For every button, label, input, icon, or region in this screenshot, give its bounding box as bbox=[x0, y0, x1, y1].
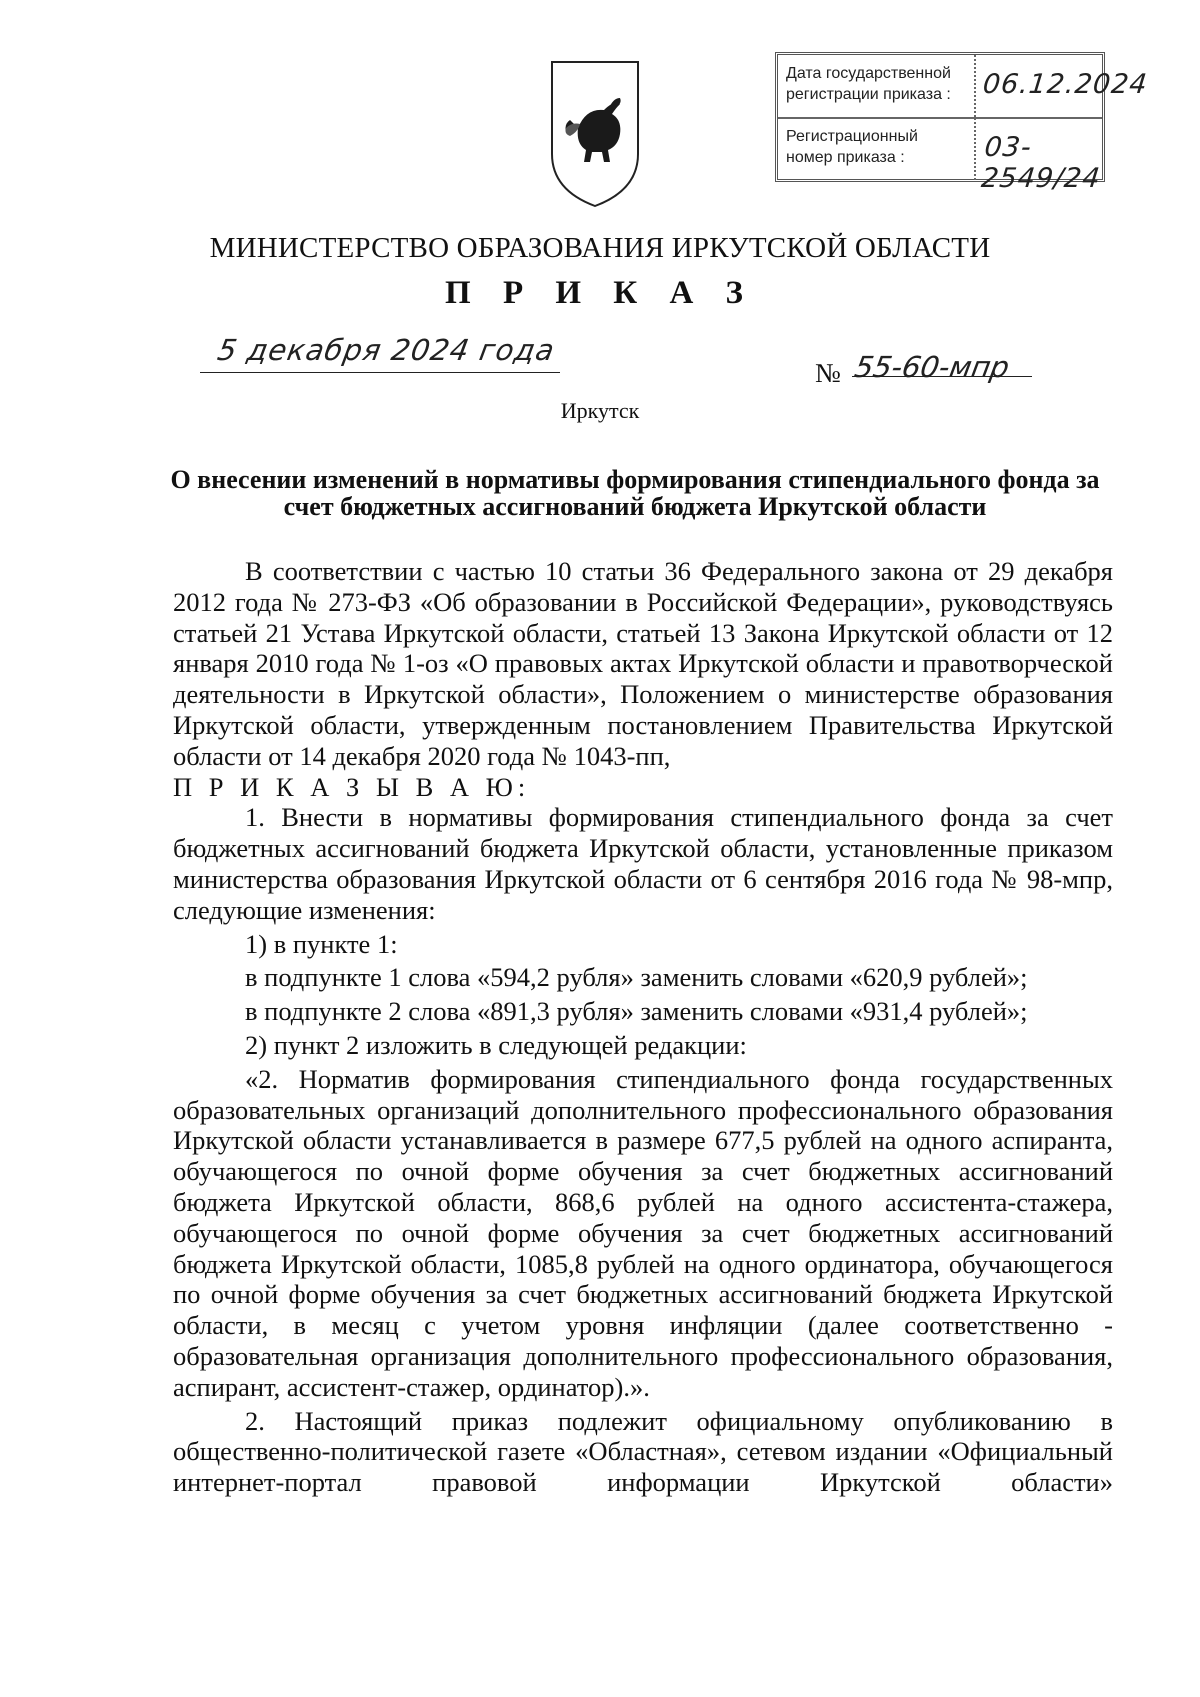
order-word: П Р И К А З Ы В А Ю: bbox=[173, 771, 531, 802]
ministry-heading: МИНИСТЕРСТВО ОБРАЗОВАНИЯ ИРКУТСКОЙ ОБЛАСТИ bbox=[209, 232, 991, 264]
date-underline bbox=[200, 372, 560, 373]
document-body bbox=[173, 556, 1113, 1498]
stamp-date-label: Дата государственной регистрации приказа : bbox=[786, 65, 951, 103]
stamp-number-value: 03-2549/24 bbox=[979, 132, 1103, 194]
item-1-2: 2) пункт 2 изложить в следующей редакции: bbox=[245, 1029, 747, 1060]
document-title: О внесении изменений в нормативы формирования стипендиального фонда за счет бюджетных ассигнований бюджета Иркутской области bbox=[170, 465, 1100, 521]
stamp-date-row bbox=[778, 55, 1150, 119]
registration-stamp bbox=[775, 52, 1150, 194]
item-1-1-a: в подпункте 1 слова «594,2 рубля» заменить словами «620,9 рублей»; bbox=[245, 962, 1028, 993]
document-type: П Р И К А З bbox=[445, 275, 755, 311]
stamp-number-row bbox=[778, 118, 1103, 194]
number-label: № bbox=[815, 358, 841, 388]
stamp-number-label: Регистрационный номер приказа : bbox=[786, 128, 918, 166]
item-1-1-b: в подпункте 2 слова «891,3 рубля» заменить словами «931,4 рублей»; bbox=[245, 996, 1028, 1027]
number-underline bbox=[852, 376, 1032, 377]
item-1-1: 1) в пункте 1: bbox=[245, 928, 398, 959]
item-1: 1. Внести в нормативы формирования стипендиального фонда за счет бюджетных ассигнований бюджета Иркутской области, установленные приказом министерства образования Иркутской области от 6 сентября 2016 года № 98-мпр, следующие изменения: bbox=[173, 802, 1113, 925]
stamp-date-value: 06.12.2024 bbox=[981, 69, 1150, 100]
city: Иркутск bbox=[560, 398, 640, 423]
coat-of-arms-emblem bbox=[548, 58, 642, 210]
item-1-2-text: «2. Норматив формирования стипендиального фонда государственных образовательных организаций дополнительного профессионального образования Иркутской области устанавливается в размере 677,5 рублей на одного аспиранта, обучающегося по очной форме обучения за счет бюджетных ассигнований бюджета Иркутской области, 868,6 рублей на одного ассистента-стажера, обучающегося по очной форме обучения за счет бюджетных ассигнований бюджета Иркутской области, 1085,8 рублей на одного ординатора, обучающегося по очной форме обучения за счет бюджетных ассигнований бюджета Иркутской области, в месяц с учетом уровня инфляции (далее соответственно - образовательная организация дополнительного профессионального образования, аспирант, ассистент-стажер, ординатор).». bbox=[173, 1063, 1113, 1402]
item-2: 2. Настоящий приказ подлежит официальному опубликованию в общественно-политической газете «Областная», сетевом издании «Официальный интернет-портал правовой информации Иркутской области» bbox=[173, 1405, 1113, 1498]
preamble-paragraph: В соответствии с частью 10 статьи 36 Федерального закона от 29 декабря 2012 года № 273-ФЗ «Об образовании в Российской Федерации», руководствуясь статьей 21 Устава Иркутской области, статьей 13 Закона Иркутской области от 12 января 2010 года № 1-оз «О правовых актах Иркутской области и правотворческой деятельности в Иркутской области», Положением о министерстве образования Иркутской области, утвержденным постановлением Правительства Иркутской области от 14 декабря 2020 года № 1043-пп, bbox=[173, 556, 1113, 771]
handwritten-date: 5 декабря 2024 года bbox=[215, 333, 558, 367]
handwritten-number: 55-60-мпр bbox=[852, 350, 1012, 384]
